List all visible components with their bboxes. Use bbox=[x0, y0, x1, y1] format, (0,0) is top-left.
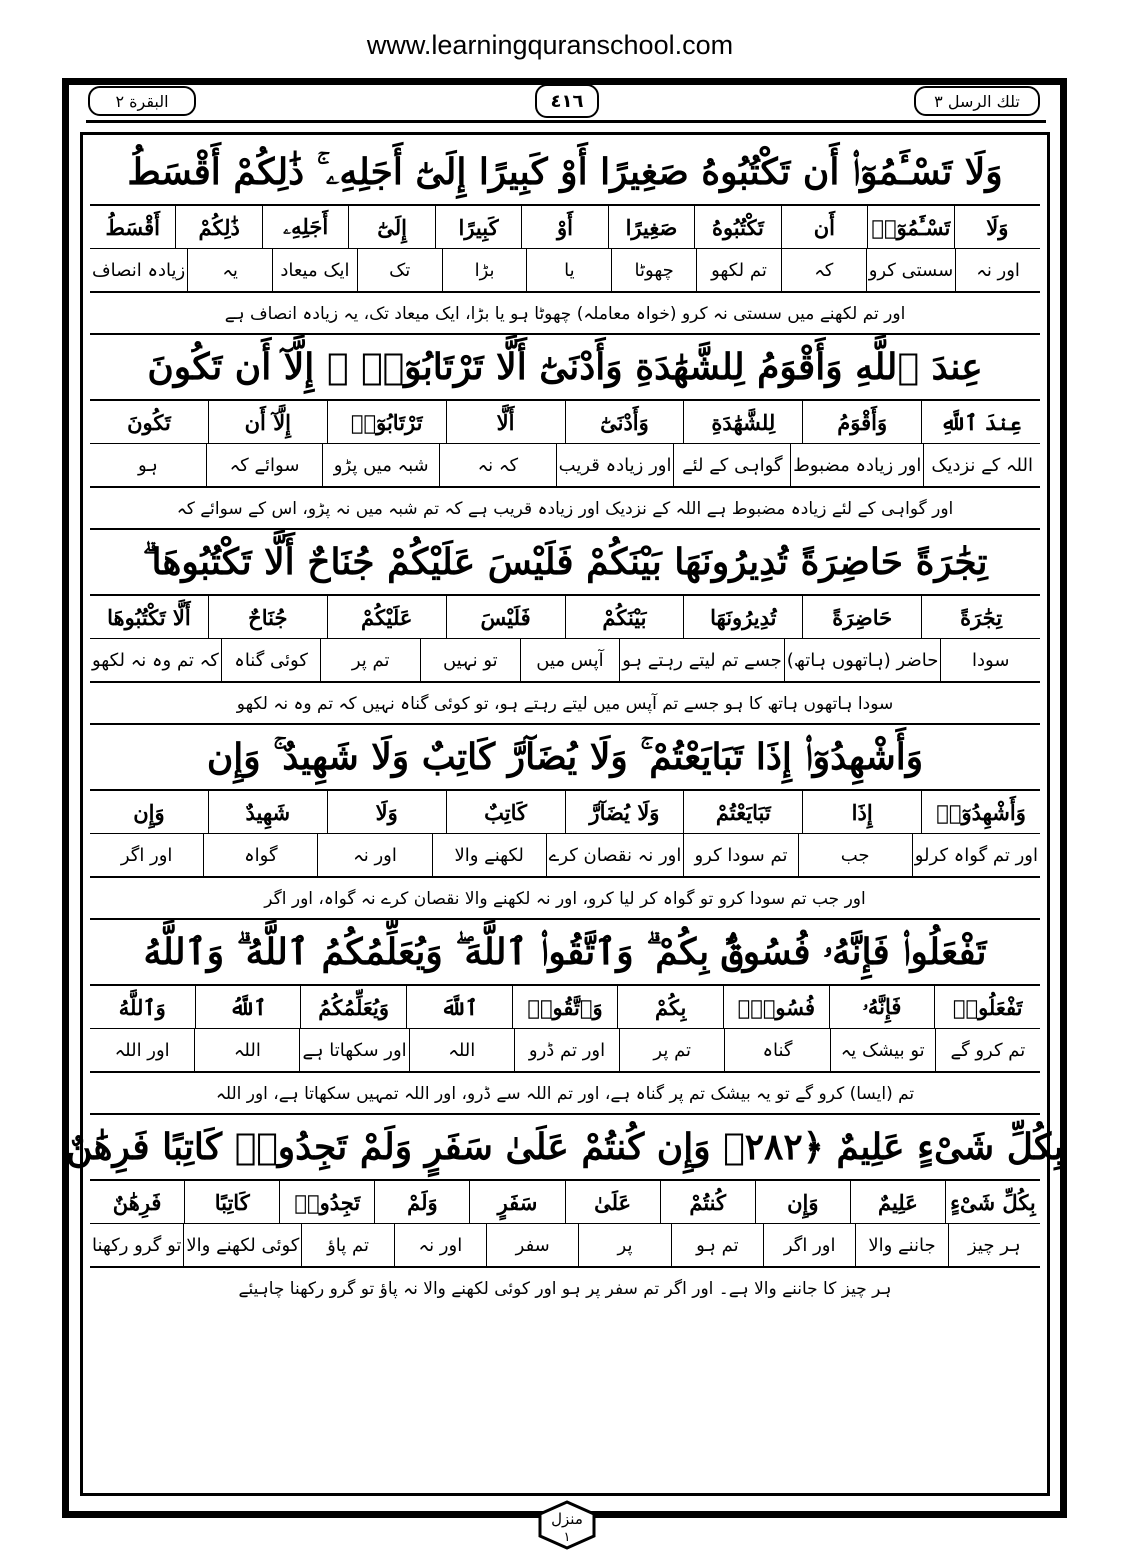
urdu-meaning-cell: تم لکھو bbox=[696, 249, 781, 291]
arabic-word-cell: عِندَ ٱللَّهِ bbox=[921, 401, 1040, 443]
arabic-word-cell: تُدِيرُونَهَا bbox=[683, 596, 802, 638]
urdu-meaning-cell: اور زیادہ قریب bbox=[556, 444, 674, 486]
arabic-word-cell: أَوْ bbox=[521, 206, 607, 248]
urdu-meaning-cell: تک bbox=[357, 249, 442, 291]
urdu-meaning-cell: اللہ bbox=[409, 1029, 514, 1071]
header-para-name: تلك الرسل ٣ bbox=[914, 86, 1040, 116]
urdu-meaning-cell: آپس میں bbox=[520, 639, 620, 681]
urdu-meaning-cell: جاننے والا bbox=[855, 1224, 947, 1266]
arabic-word-cell: تَسْـَٔمُوٓا۟ bbox=[867, 206, 953, 248]
word-row bbox=[90, 206, 1040, 248]
arabic-word-cell: وَٱللَّهُ bbox=[118, 994, 166, 1020]
arabic-word-cell: وَأَشْهِدُوٓا۟ bbox=[921, 791, 1040, 833]
page-content bbox=[66, 140, 1064, 1308]
urdu-meaning-cell: اور اللہ bbox=[114, 1039, 170, 1061]
urdu-meaning-cell: اللہ bbox=[194, 1029, 299, 1071]
urdu-meaning-cell: اور نہ bbox=[394, 1224, 486, 1266]
verse-line: وَلَا تَسْـَٔمُوٓا۟ أَن تَكْتُبُوهُ صَغِيرًا أَوْ كَبِيرًا إِلَىٰٓ أَجَلِهِۦ ۚ ذَٰلِكُمْ أَقْسَطُ bbox=[90, 140, 1040, 206]
meaning-row bbox=[90, 248, 1040, 291]
arabic-word-cell: صَغِيرًا bbox=[608, 206, 694, 248]
arabic-word-cell: كُنتُمْ bbox=[660, 1181, 755, 1223]
word-row bbox=[90, 596, 1040, 638]
word-grid bbox=[90, 206, 1040, 293]
urdu-meaning-cell: اور نہ bbox=[317, 834, 431, 876]
arabic-word-cell: إِلَىٰٓ bbox=[348, 206, 434, 248]
urdu-meaning-cell: حاضر (ہاتھوں ہاتھ) bbox=[784, 639, 941, 681]
translation-line: سودا ہاتھوں ہاتھ کا ہو جسے تم آپس میں لیتے رہتے ہو، تو کوئی گناہ نہیں کہ تم وہ نہ لکھو bbox=[90, 683, 1040, 725]
translation-line: اور گواہی کے لئے زیادہ مضبوط ہے اللہ کے نزدیک اور زیادہ قریب ہے کہ تم شبہ میں نہ پڑو، اس کے سوائے کہ bbox=[90, 488, 1040, 530]
arabic-word-cell: فُسُوقٌۢ bbox=[723, 986, 829, 1028]
arabic-word-cell: وَلَا bbox=[327, 791, 446, 833]
verse-line: وَأَشْهِدُوٓا۟ إِذَا تَبَايَعْتُمْ ۚ وَلَا يُضَآرَّ كَاتِبٌ وَلَا شَهِيدٌ ۚ وَإِن bbox=[90, 725, 1040, 791]
urdu-meaning-cell: سوائے کہ bbox=[206, 444, 323, 486]
word-row bbox=[90, 791, 1040, 833]
urdu-meaning-cell: تم کرو گے bbox=[935, 1029, 1040, 1071]
arabic-word-cell: جُنَاحٌ bbox=[208, 596, 327, 638]
urdu-meaning-cell: جسے تم لیتے رہتے ہو bbox=[619, 639, 784, 681]
arabic-word-cell: بِكُمْ bbox=[617, 986, 723, 1028]
urdu-meaning-cell: زیادہ انصاف bbox=[91, 259, 186, 281]
urdu-meaning-cell: تم ہو bbox=[671, 1224, 763, 1266]
arabic-word-cell: كَاتِبٌ bbox=[446, 791, 565, 833]
verse-line: عِندَ ٱللَّهِ وَأَقْوَمُ لِلشَّهَٰدَةِ وَأَدْنَىٰٓ أَلَّا تَرْتَابُوٓا۟ ۖ إِلَّآ أَن تَكُونَ bbox=[90, 335, 1040, 401]
arabic-word-cell: أَلَّا تَكْتُبُوهَا bbox=[107, 604, 191, 630]
urdu-meaning-cell: اللہ کے نزدیک bbox=[923, 444, 1040, 486]
arabic-word-cell: تَكْتُبُوهُ bbox=[694, 206, 780, 248]
arabic-word-cell: وَلَمْ bbox=[374, 1181, 469, 1223]
page-number: ٤١٦ bbox=[535, 84, 599, 118]
urdu-meaning-cell: اور زیادہ مضبوط bbox=[790, 444, 923, 486]
meaning-row bbox=[90, 443, 1040, 486]
word-row bbox=[90, 986, 1040, 1028]
arabic-word-cell: لِلشَّهَٰدَةِ bbox=[683, 401, 802, 443]
word-grid bbox=[90, 401, 1040, 488]
arabic-word-cell: أَجَلِهِۦ bbox=[262, 206, 348, 248]
word-row bbox=[90, 401, 1040, 443]
arabic-word-cell: فَإِنَّهُۥ bbox=[829, 986, 935, 1028]
arabic-word-cell: وَٱتَّقُوا۟ bbox=[512, 986, 618, 1028]
arabic-word-cell: أَن bbox=[781, 206, 867, 248]
urdu-meaning-cell: کہ bbox=[781, 249, 866, 291]
word-row bbox=[90, 1181, 1040, 1223]
arabic-word-cell: وَإِن bbox=[133, 799, 165, 825]
urdu-meaning-cell: کہ تم وہ نہ لکھو bbox=[91, 649, 219, 671]
urdu-meaning-cell: سودا bbox=[940, 639, 1040, 681]
arabic-word-cell: وَأَدْنَىٰٓ bbox=[565, 401, 684, 443]
urdu-meaning-cell: تو بیشک یہ bbox=[830, 1029, 935, 1071]
arabic-word-cell: وَإِن bbox=[755, 1181, 850, 1223]
word-grid bbox=[90, 1181, 1040, 1268]
urdu-meaning-cell: سفر bbox=[486, 1224, 578, 1266]
arabic-word-cell: عَلَيْكُمْ bbox=[327, 596, 446, 638]
manzil-label: منزل bbox=[551, 1510, 583, 1528]
arabic-word-cell: تَبَايَعْتُمْ bbox=[683, 791, 802, 833]
translation-line: اور جب تم سودا کرو تو گواہ کر لیا کرو، اور نہ لکھنے والا نقصان کرے نہ گواہ، اور اگر bbox=[90, 878, 1040, 920]
urdu-meaning-cell: جب bbox=[798, 834, 912, 876]
urdu-meaning-cell: تم سودا کرو bbox=[683, 834, 797, 876]
urdu-meaning-cell: اور نہ نقصان کرے bbox=[546, 834, 684, 876]
urdu-meaning-cell: اور اگر bbox=[763, 1224, 855, 1266]
word-grid bbox=[90, 791, 1040, 878]
urdu-meaning-cell: اور نہ bbox=[955, 249, 1040, 291]
arabic-word-cell: تِجَٰرَةً bbox=[921, 596, 1040, 638]
arabic-word-cell: بَيْنَكُمْ bbox=[565, 596, 684, 638]
urdu-meaning-cell: کوئی لکھنے والا bbox=[183, 1224, 301, 1266]
arabic-word-cell: أَلَّا bbox=[446, 401, 565, 443]
arabic-word-cell: فَلَيْسَ bbox=[446, 596, 565, 638]
arabic-word-cell: فَرِهَٰنٌ bbox=[112, 1189, 162, 1215]
translation-line: اور تم لکھنے میں سستی نہ کرو (خواہ معاملہ) چھوٹا ہو یا بڑا، ایک میعاد تک، یہ زیادہ انصاف ہے bbox=[90, 293, 1040, 335]
arabic-word-cell: ٱللَّهُ bbox=[195, 986, 301, 1028]
meaning-row bbox=[90, 1223, 1040, 1266]
header-rule bbox=[86, 120, 1046, 123]
arabic-word-cell: سَفَرٍ bbox=[469, 1181, 564, 1223]
urdu-meaning-cell: یا bbox=[526, 249, 611, 291]
word-grid bbox=[90, 986, 1040, 1073]
arabic-word-cell: ٱللَّهَ bbox=[406, 986, 512, 1028]
urdu-meaning-cell: سستی کرو bbox=[866, 249, 956, 291]
arabic-word-cell: إِذَا bbox=[802, 791, 921, 833]
word-grid bbox=[90, 596, 1040, 683]
urdu-meaning-cell: گناہ bbox=[724, 1029, 829, 1071]
arabic-word-cell: حَاضِرَةً bbox=[802, 596, 921, 638]
urdu-meaning-cell: گواہی کے لئے bbox=[673, 444, 790, 486]
arabic-word-cell: شَهِيدٌ bbox=[208, 791, 327, 833]
meaning-row bbox=[90, 833, 1040, 876]
arabic-word-cell: عَلِيمٌ bbox=[850, 1181, 945, 1223]
translation-line: ہر چیز کا جاننے والا ہے۔ اور اگر تم سفر پر ہو اور کوئی لکھنے والا نہ پاؤ تو گرو رکھنا چاہیئے bbox=[238, 1278, 892, 1299]
arabic-word-cell: كَاتِبًا bbox=[184, 1181, 279, 1223]
urdu-meaning-cell: اور تم ڈرو bbox=[514, 1029, 619, 1071]
urdu-meaning-cell: تم پر bbox=[619, 1029, 724, 1071]
meaning-row bbox=[90, 1028, 1040, 1071]
arabic-word-cell: تَفْعَلُوا۟ bbox=[934, 986, 1040, 1028]
urdu-meaning-cell: گواہ bbox=[203, 834, 317, 876]
arabic-word-cell: أَقْسَطُ bbox=[105, 214, 161, 240]
arabic-word-cell: تَكُونَ bbox=[127, 409, 171, 435]
urdu-meaning-cell: تو نہیں bbox=[420, 639, 520, 681]
urdu-meaning-cell: لکھنے والا bbox=[432, 834, 546, 876]
verse-line: بِكُلِّ شَىْءٍ عَلِيمٌ ﴿٢٨٢﴾ وَإِن كُنتُمْ عَلَىٰ سَفَرٍ وَلَمْ تَجِدُوا۟ كَاتِبًا فَرِهَٰنٌ bbox=[90, 1115, 1040, 1181]
urdu-meaning-cell: پر bbox=[578, 1224, 670, 1266]
verse-line: تَفْعَلُوا۟ فَإِنَّهُۥ فُسُوقٌۢ بِكُمْ ۗ وَٱتَّقُوا۟ ٱللَّهَ ۖ وَيُعَلِّمُكُمُ ٱللَّهُ ۗ وَٱللَّهُ bbox=[90, 920, 1040, 986]
header-surah-name: البقرة ٢ bbox=[88, 86, 196, 116]
arabic-word-cell: وَأَقْوَمُ bbox=[802, 401, 921, 443]
urdu-meaning-cell: تم پر bbox=[320, 639, 420, 681]
urdu-meaning-cell: ایک میعاد bbox=[272, 249, 357, 291]
urdu-meaning-cell: تو گرو رکھنا bbox=[91, 1234, 182, 1256]
arabic-word-cell: ذَٰلِكُمْ bbox=[175, 206, 261, 248]
urdu-meaning-cell: تم پاؤ bbox=[301, 1224, 393, 1266]
urdu-meaning-cell: ہر چیز bbox=[948, 1224, 1040, 1266]
arabic-word-cell: وَيُعَلِّمُكُمُ bbox=[300, 986, 406, 1028]
arabic-word-cell: كَبِيرًا bbox=[435, 206, 521, 248]
arabic-word-cell: عَلَىٰ bbox=[565, 1181, 660, 1223]
arabic-word-cell: بِكُلِّ شَىْءٍ bbox=[945, 1181, 1040, 1223]
site-url: www.learningquranschool.com bbox=[366, 30, 734, 60]
arabic-word-cell: تَرْتَابُوٓا۟ bbox=[327, 401, 446, 443]
urdu-meaning-cell: شبہ میں پڑو bbox=[322, 444, 439, 486]
urdu-meaning-cell: بڑا bbox=[442, 249, 527, 291]
urdu-meaning-cell: کوئی گناہ bbox=[221, 639, 321, 681]
urdu-meaning-cell: اور اگر bbox=[120, 844, 173, 866]
translation-line: تم (ایسا) کرو گے تو یہ بیشک تم پر گناہ ہے، اور تم اللہ سے ڈرو، اور اللہ تمہیں سکھاتا ہے، اور اللہ bbox=[90, 1073, 1040, 1115]
verse-line: تِجَٰرَةً حَاضِرَةً تُدِيرُونَهَا بَيْنَكُمْ فَلَيْسَ عَلَيْكُمْ جُنَاحٌ أَلَّا تَكْتُبُوهَا ۗ bbox=[90, 530, 1040, 596]
urdu-meaning-cell: چھوٹا bbox=[611, 249, 696, 291]
meaning-row bbox=[90, 638, 1040, 681]
arabic-word-cell: وَلَا يُضَآرَّ bbox=[565, 791, 684, 833]
arabic-word-cell: إِلَّآ أَن bbox=[208, 401, 327, 443]
urdu-meaning-cell: اور تم گواہ کرلو bbox=[912, 834, 1040, 876]
urdu-meaning-cell: اور سکھاتا ہے bbox=[299, 1029, 408, 1071]
arabic-word-cell: تَجِدُوا۟ bbox=[279, 1181, 374, 1223]
arabic-word-cell: وَلَا bbox=[954, 206, 1040, 248]
manzil-number: ١ bbox=[563, 1530, 571, 1545]
urdu-meaning-cell: کہ نہ bbox=[439, 444, 556, 486]
urdu-meaning-cell: یہ bbox=[187, 249, 272, 291]
urdu-meaning-cell: ہو bbox=[137, 454, 158, 476]
